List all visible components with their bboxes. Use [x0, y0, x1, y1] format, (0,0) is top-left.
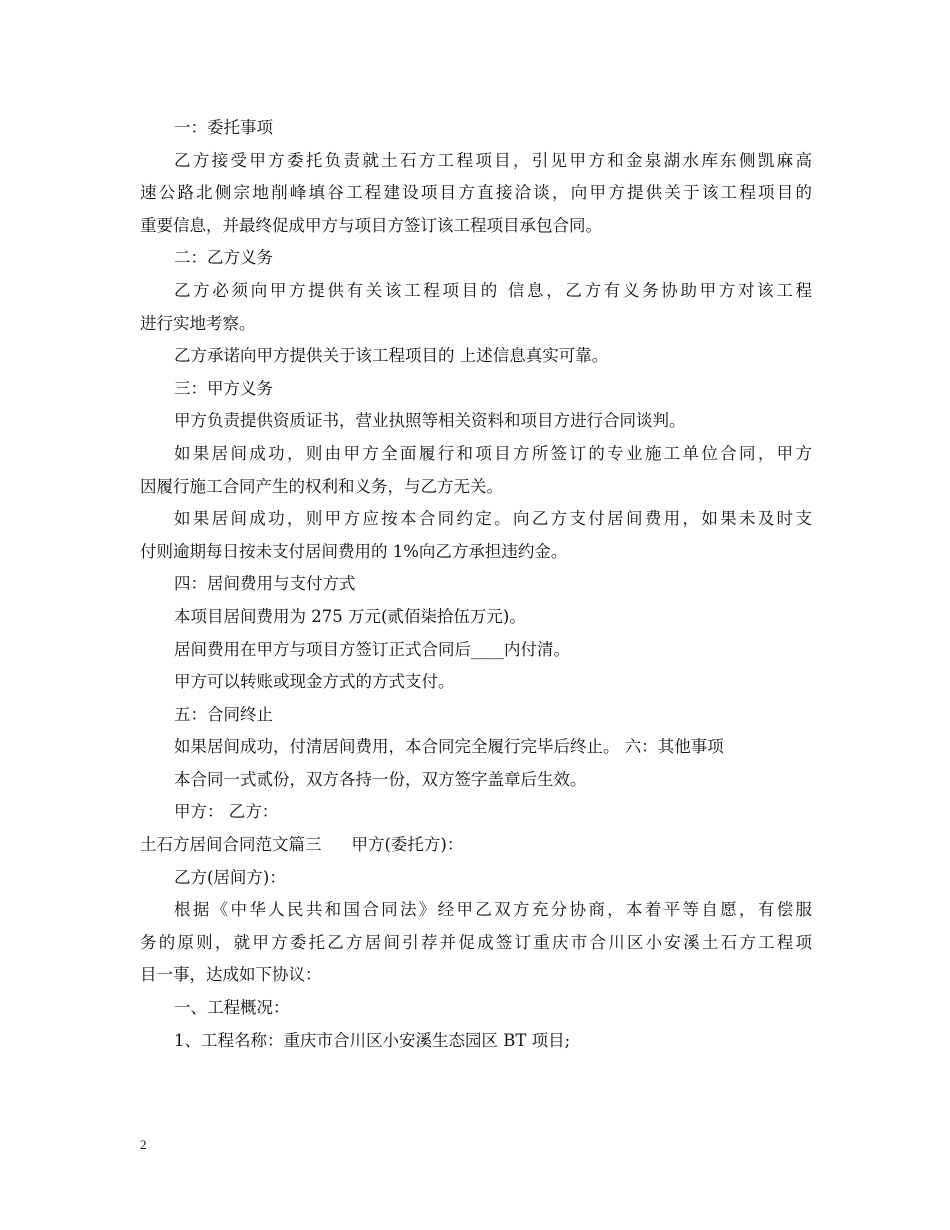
paragraph-line: 乙方必须向甲方提供有关该工程项目的 信息，乙方有义务协助甲方对该工程 — [174, 280, 812, 300]
section-heading: 一、工程概况： — [174, 998, 290, 1018]
paragraph-line: 甲方可以转账或现金方式的方式支付。 — [174, 672, 455, 692]
paragraph-line: 务的原则，就甲方委托乙方居间引荐并促成签订重庆市合川区小安溪土石方工程项 — [140, 932, 812, 952]
section-heading: 四：居间费用与支付方式 — [174, 574, 356, 594]
paragraph-line: 因履行施工合同产生的权利和义务，与乙方无关。 — [140, 476, 503, 496]
paragraph-line: 目一事，达成如下协议： — [140, 965, 322, 985]
paragraph-line: 速公路北侧宗地削峰填谷工程建设项目方直接洽谈，向甲方提供关于该工程项目的 — [140, 183, 812, 203]
section-heading: 五：合同终止 — [174, 704, 273, 724]
paragraph-line: 进行实地考察。 — [140, 313, 256, 333]
paragraph-line: 甲方负责提供资质证书，营业执照等相关资料和项目方进行合同谈判。 — [174, 411, 686, 431]
paragraph-line: 居间费用在甲方与项目方签订正式合同后____内付清。 — [174, 639, 570, 659]
paragraph-line: 1、工程名称：重庆市合川区小安溪生态园区 BT 项目; — [174, 1030, 571, 1050]
section-title-line — [140, 829, 812, 862]
paragraph-line: 如果居间成功，则由甲方全面履行和项目方所签订的专业施工单位合同，甲方 — [174, 443, 812, 463]
section-heading: 三：甲方义务 — [174, 378, 273, 398]
section-heading: 一：委托事项 — [174, 118, 273, 137]
paragraph-line: 乙方接受甲方委托负责就土石方工程项目，引见甲方和金泉湖水库东侧凯麻高 — [174, 150, 812, 170]
paragraph-line: 根据《中华人民共和国合同法》经甲乙双方充分协商，本着平等自愿，有偿服 — [174, 900, 812, 920]
paragraph-line: 本合同一式贰份，双方各持一份，双方签字盖章后生效。 — [174, 769, 587, 789]
party-b-label: 乙方(居间方)： — [174, 867, 286, 887]
section-heading: 二：乙方义务 — [174, 248, 273, 268]
document-body — [140, 112, 812, 1057]
paragraph-line: 如果居间成功，付清居间费用，本合同完全履行完毕后终止。 六：其他事项 — [174, 737, 724, 757]
paragraph-line: 本项目居间费用为 275 万元(贰佰柒拾伍万元)。 — [174, 606, 526, 626]
paragraph-line: 重要信息，并最终促成甲方与项目方签订该工程项目承包合同。 — [140, 215, 602, 235]
paragraph-line: 付则逾期每日按未支付居间费用的 1%向乙方承担违约金。 — [140, 541, 568, 561]
paragraph-line: 如果居间成功，则甲方应按本合同约定。向乙方支付居间费用，如果未及时支 — [174, 509, 812, 529]
paragraph-line: 乙方承诺向甲方提供关于该工程项目的 上述信息真实可靠。 — [174, 346, 609, 366]
party-a-label: 甲方(委托方)： — [351, 835, 464, 855]
signature-line: 甲方： 乙方： — [174, 802, 279, 822]
section-title: 土石方居间合同范文篇三 — [140, 835, 322, 855]
page-number: 2 — [140, 1137, 147, 1152]
